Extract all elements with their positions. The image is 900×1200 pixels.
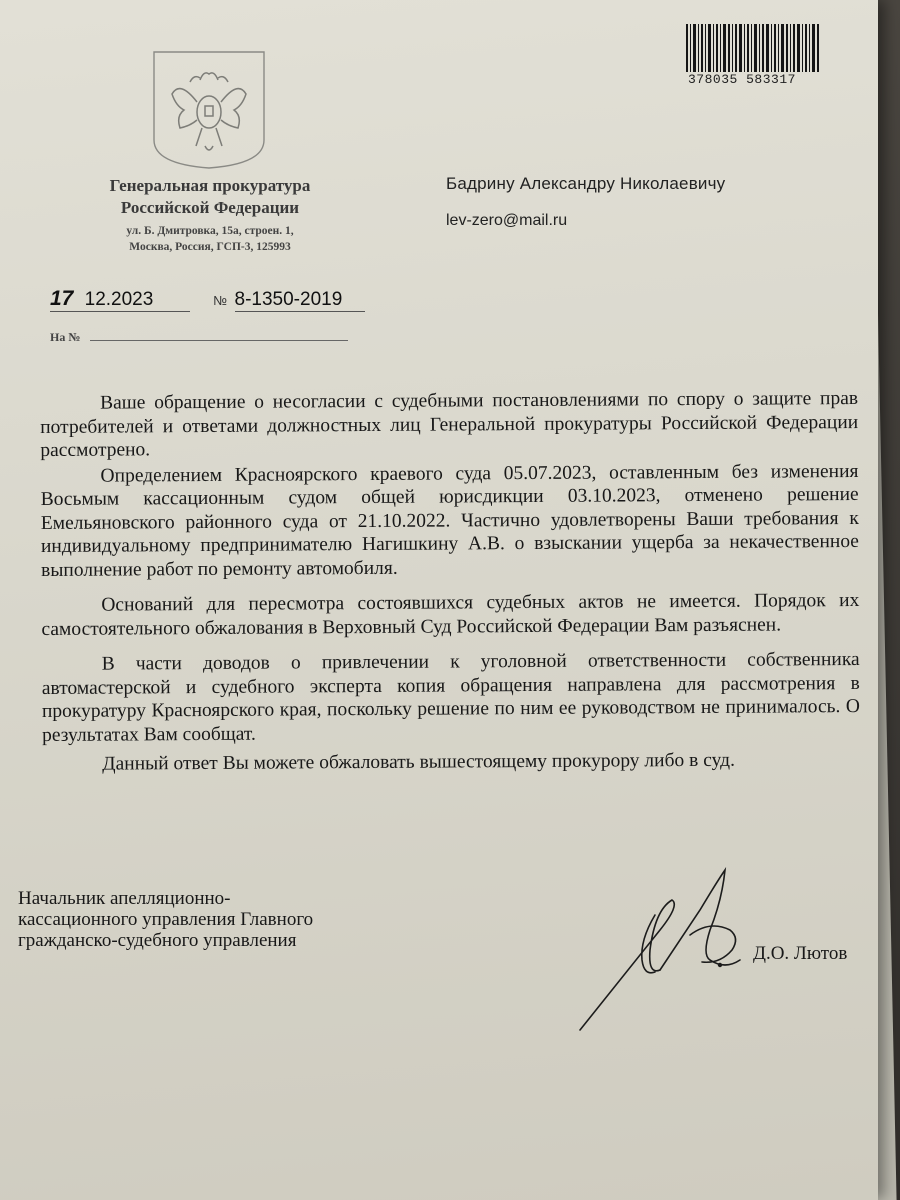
- signatory-title-line-1: Начальник апелляционно-: [18, 888, 231, 909]
- org-name-line-2: Российской Федерации: [120, 198, 300, 217]
- signatory-title: [18, 888, 313, 951]
- paragraph-5: Данный ответ Вы можете обжаловать вышестоящему прокурору либо в суд.: [102, 749, 735, 775]
- na-label: На №: [50, 330, 81, 344]
- paragraph-2: Определением Красноярского краевого суда 05.07.2023, оставленным без изменения Восьмым кассационным судом общей юрисдикции 03.10.2023, отменено решение Емельяновского районного суда от 21.10.2022. Частично удовлетворены Ваши требования к индивидуальному предпринимателю Нагишкину А.В. о взыскании ущерба за некачественное выполнение работ по ремонту автомобиля.: [40, 460, 859, 581]
- paragraph-4: В части доводов о привлечении к уголовной ответственности собственника автомастерской и судебного эксперта копия обращения направлена для рассмотрения в прокуратуру Красноярского края, поскольку решение по ним ее руководством не принималось. О результатах Вам сообщат.: [41, 648, 861, 746]
- signatory-title-line-2: кассационного управления Главного: [18, 909, 314, 930]
- org-name-line-1: Генеральная прокуратура: [109, 176, 311, 195]
- number-label: №: [213, 293, 228, 308]
- recipient-name: Бадрину Александру Николаевичу: [446, 174, 726, 193]
- barcode-number: 378035 583317: [688, 72, 796, 87]
- reference-line: [50, 287, 365, 312]
- date-day: 17: [50, 287, 74, 310]
- letter-body: [40, 387, 860, 776]
- signer-name: Д.О. Лютов: [753, 943, 848, 964]
- barcode: [684, 22, 824, 74]
- na-blank: [90, 330, 348, 341]
- recipient-email: lev-zero@mail.ru: [446, 212, 568, 229]
- address-line-2: Москва, Россия, ГСП-3, 125993: [129, 241, 291, 253]
- reference-number: 8-1350-2019: [235, 289, 365, 312]
- org-name: [60, 175, 360, 219]
- paragraph-1: Ваше обращение о несогласии с судебными постановлениями по спору о защите прав потребителей и ответами должностных лиц Генеральной прокуратуры Российской Федерации рассмотрено.: [40, 388, 859, 461]
- paragraph-3: Оснований для пересмотра состоявшихся судебных актов не имеется. Порядок их самостоятельного обжалования в Верховный Суд Российской Федерации Вам разъяснен.: [41, 589, 860, 640]
- coat-of-arms-icon: [150, 50, 268, 170]
- signatory-title-line-3: гражданско-судебного управления: [18, 930, 297, 951]
- org-address: [60, 223, 360, 255]
- address-line-1: ул. Б. Дмитровка, 15а, строен. 1,: [126, 225, 294, 237]
- na-line: [50, 330, 348, 345]
- date-rest: 12.2023: [84, 289, 154, 310]
